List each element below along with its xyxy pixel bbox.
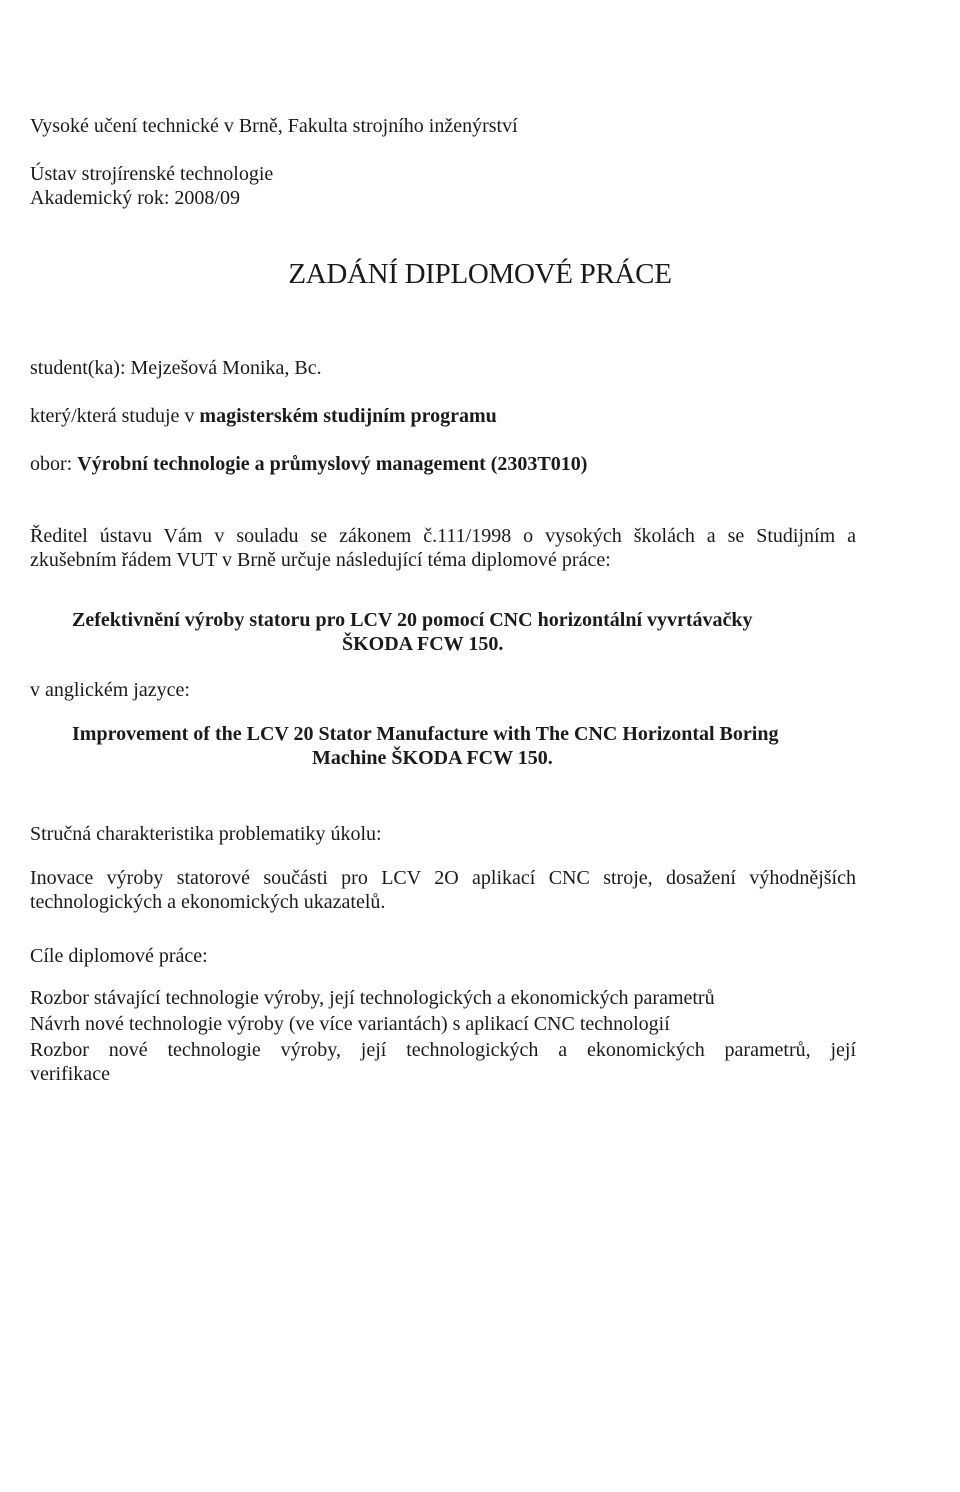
student-line: student(ka): Mejzešová Monika, Bc.	[30, 357, 322, 379]
decree-line-2: zkušebním řádem VUT v Brně určuje následující téma diplomové práce:	[30, 549, 611, 571]
goals-line-4: verifikace	[30, 1063, 110, 1085]
topic-en-line-2: Machine ŠKODA FCW 150.	[312, 747, 553, 769]
program-name: magisterském studijním programu	[199, 405, 497, 427]
goals-line-2: Návrh nové technologie výroby (ve více variantách) s aplikací CNC technologií	[30, 1013, 670, 1035]
field-line	[30, 452, 587, 476]
goals-line-3: Rozbor nové technologie výroby, její technologických a ekonomických parametrů, její	[30, 1039, 856, 1061]
goals-line-1: Rozbor stávající technologie výroby, její technologických a ekonomických parametrů	[30, 987, 715, 1009]
characteristics-heading: Stručná charakteristika problematiky úkolu:	[30, 823, 382, 845]
field-prefix: obor:	[30, 453, 78, 475]
topic-cz-line-1: Zefektivnění výroby statoru pro LCV 20 pomocí CNC horizontální vyvrtávačky	[72, 609, 753, 631]
program-prefix: který/která studuje v	[30, 405, 200, 427]
document-title: ZADÁNÍ DIPLOMOVÉ PRÁCE	[288, 258, 672, 290]
field-name: Výrobní technologie a průmyslový management (2303T010)	[77, 453, 588, 475]
academic-year-line: Akademický rok: 2008/09	[30, 187, 240, 209]
institute-line: Ústav strojírenské technologie	[30, 163, 274, 185]
topic-cz-line-2: ŠKODA FCW 150.	[342, 633, 504, 655]
characteristics-line-1: Inovace výroby statorové součásti pro LCV 2O aplikací CNC stroje, dosažení výhodnějších	[30, 867, 856, 889]
topic-en-line-1: Improvement of the LCV 20 Stator Manufacture with The CNC Horizontal Boring	[72, 723, 779, 745]
university-line: Vysoké učení technické v Brně, Fakulta strojního inženýrství	[30, 115, 518, 137]
english-label: v anglickém jazyce:	[30, 679, 190, 701]
program-line	[30, 404, 497, 428]
decree-line-1: Ředitel ústavu Vám v souladu se zákonem č.111/1998 o vysokých školách a se Studijním a	[30, 525, 856, 547]
characteristics-line-2: technologických a ekonomických ukazatelů.	[30, 891, 386, 913]
goals-heading: Cíle diplomové práce:	[30, 945, 208, 967]
